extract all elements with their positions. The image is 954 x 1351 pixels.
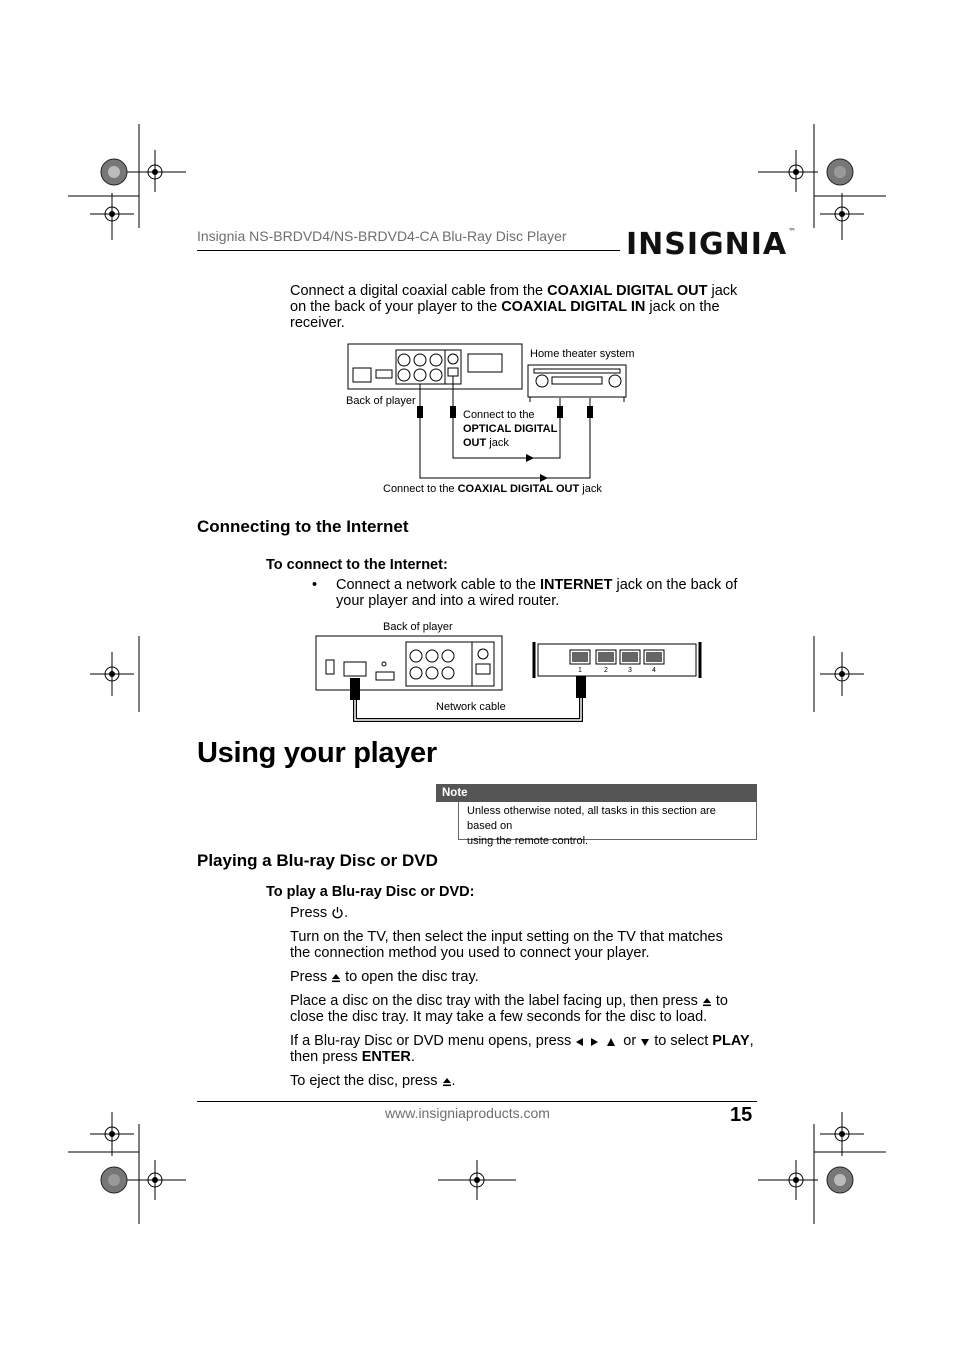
step-3-text: Press xyxy=(290,969,332,985)
coax-diagram-label xyxy=(383,482,602,496)
step-5-play: PLAY xyxy=(712,1033,750,1049)
footer-url: www.insigniaproducts.com xyxy=(385,1105,550,1121)
playing-heading: Playing a Blu-ray Disc or DVD xyxy=(197,851,438,870)
power-icon xyxy=(331,906,344,919)
coax-label-bold: COAXIAL DIGITAL OUT xyxy=(457,483,580,495)
coax-text-2: jack xyxy=(707,283,738,299)
step-5-end: . xyxy=(410,1049,415,1065)
step-3 xyxy=(290,969,479,985)
eject-icon xyxy=(331,973,341,983)
header-title: Insignia NS-BRDVD4/NS-BRDVD4-CA Blu-Ray Disc Player xyxy=(197,228,567,244)
coax-paragraph xyxy=(290,283,760,331)
back-of-player-label-2: Back of player xyxy=(383,621,453,633)
coax-bold-2: COAXIAL DIGITAL IN xyxy=(501,299,646,315)
logo-tm: ™ xyxy=(788,227,798,236)
step-1-text: Press xyxy=(290,905,332,921)
router-port-1: 1 xyxy=(578,667,582,674)
optical-label-jack: jack xyxy=(486,437,509,449)
coax-text-4: jack on the xyxy=(645,299,720,315)
home-theater-label: Home theater system xyxy=(530,348,635,360)
step-1 xyxy=(290,905,348,921)
step-4-to: to xyxy=(711,993,728,1009)
step-5-or: or xyxy=(619,1033,641,1049)
network-cable-label: Network cable xyxy=(436,701,506,713)
playing-procedure-title: To play a Blu-ray Disc or DVD: xyxy=(266,884,475,900)
internet-step-text-d: your player and into a wired router. xyxy=(336,593,560,609)
footer-rule xyxy=(197,1101,757,1102)
router-port-3: 3 xyxy=(628,667,632,674)
step-4-text: Place a disc on the disc tray with the label facing up, then press xyxy=(290,993,702,1009)
step-6-text: To eject the disc, press xyxy=(290,1073,442,1089)
step-2-line-2: the connection method you used to connect your player. xyxy=(290,945,650,961)
coax-text-3: on the back of your player to the xyxy=(290,299,502,315)
step-5 xyxy=(290,1033,760,1065)
step-4 xyxy=(290,993,760,1025)
bullet: • xyxy=(312,577,318,593)
coax-bold-1: COAXIAL DIGITAL OUT xyxy=(547,283,708,299)
step-6-end: . xyxy=(451,1073,456,1089)
router-port-2: 2 xyxy=(604,667,608,674)
network-connection-diagram xyxy=(310,632,710,727)
optical-label-line1: Connect to the xyxy=(463,409,535,421)
header-rule xyxy=(197,250,620,251)
step-5-text: If a Blu-ray Disc or DVD menu opens, press xyxy=(290,1033,576,1049)
optical-label xyxy=(463,408,557,450)
eject-icon xyxy=(702,997,712,1007)
step-5-comma: , xyxy=(749,1033,754,1049)
insignia-logo xyxy=(626,227,797,262)
page-number: 15 xyxy=(730,1104,753,1126)
coax-text-5: receiver. xyxy=(290,315,345,331)
coax-label-end: jack xyxy=(579,483,602,495)
coax-text-1: Connect a digital coaxial cable from the xyxy=(290,283,548,299)
internet-procedure-title: To connect to the Internet: xyxy=(266,557,448,573)
section-title: Using your player xyxy=(197,737,437,769)
note-line-2: using the remote control. xyxy=(467,835,589,847)
step-1-end: . xyxy=(344,905,349,921)
internet-step xyxy=(312,577,772,609)
step-6 xyxy=(290,1073,456,1089)
step-5-enter: ENTER xyxy=(361,1049,411,1065)
optical-label-line2: OPTICAL DIGITAL xyxy=(463,423,558,435)
step-2-line-1: Turn on the TV, then select the input setting on the TV that matches xyxy=(290,929,723,945)
step-5-then: then press xyxy=(290,1049,362,1065)
step-5-select: to select xyxy=(650,1033,713,1049)
note-line-1: Unless otherwise noted, all tasks in this section are based on xyxy=(467,805,716,832)
coax-label-text: Connect to the xyxy=(383,483,458,495)
router-port-4: 4 xyxy=(652,667,656,674)
arrow-icons xyxy=(575,1037,619,1047)
note-body xyxy=(458,802,757,847)
optical-label-out: OUT xyxy=(463,437,487,449)
internet-step-bold: INTERNET xyxy=(539,577,613,593)
internet-heading: Connecting to the Internet xyxy=(197,517,409,536)
logo-text: INSIGNIA xyxy=(626,227,788,262)
back-of-player-label-1: Back of player xyxy=(346,395,416,407)
note-label: Note xyxy=(436,784,757,802)
step-2 xyxy=(290,929,760,961)
step-4-line-2: close the disc tray. It may take a few seconds for the disc to load. xyxy=(290,1009,708,1025)
arrow-down-icon xyxy=(640,1037,650,1047)
internet-step-text-a: Connect a network cable to the xyxy=(336,577,540,593)
internet-step-text-c: jack on the back of xyxy=(612,577,738,593)
eject-icon xyxy=(442,1077,452,1087)
step-3-end: to open the disc tray. xyxy=(341,969,479,985)
